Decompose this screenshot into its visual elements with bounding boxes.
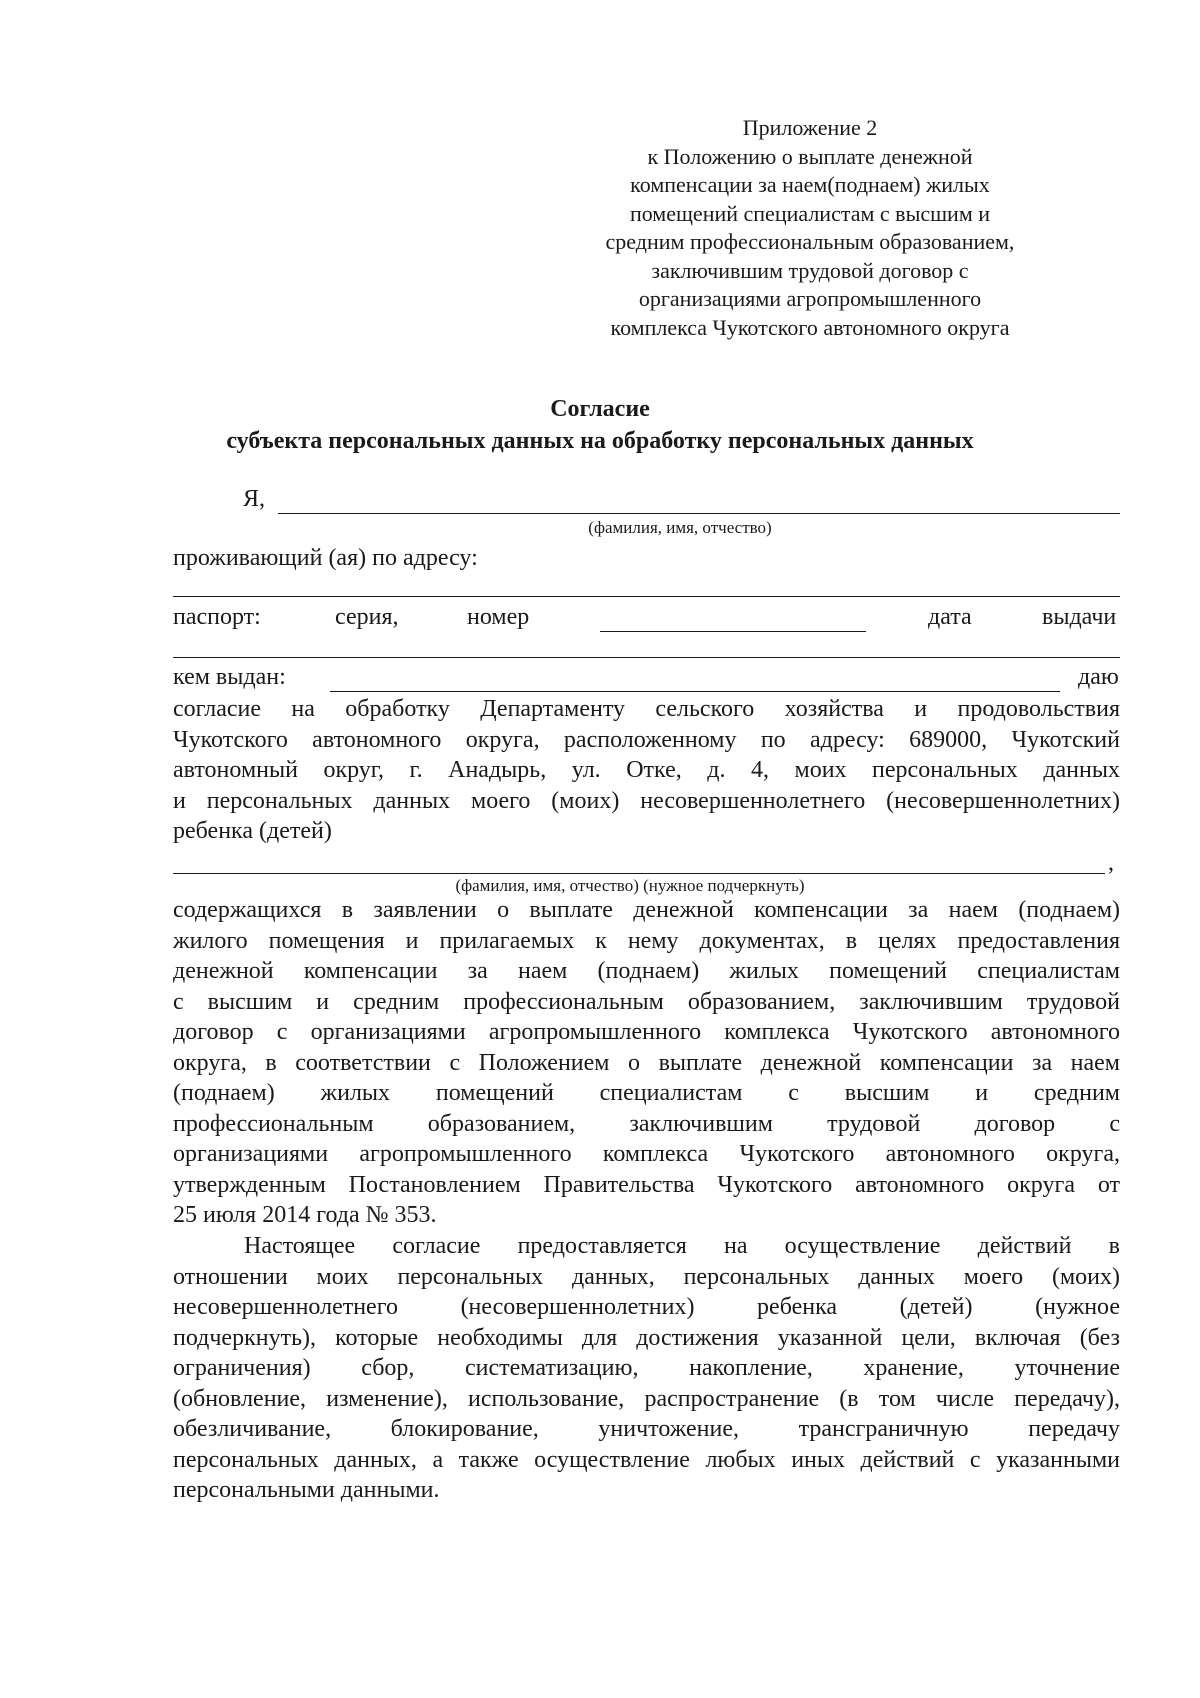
text-line: отношении моих персональных данных, персональных данных моего (моих) [173,1263,1120,1290]
appendix-line: к Положению о выплате денежной [647,143,973,169]
appendix-block [560,114,1060,342]
text-line: обезличивание, блокирование, уничтожение, трансграничную передачу [173,1416,1120,1442]
text-line: договор с организациями агропромышленного комплекса Чукотского автономного [173,1019,1120,1045]
consent-paragraph-3 [173,1231,1120,1506]
number-label: номер [467,604,530,630]
issued-by-label: кем выдан: [173,664,286,690]
text-line: с высшим и средним профессиональным образованием, заключившим трудовой [173,988,1120,1015]
issue-date-blank-line[interactable] [173,657,1120,658]
text-line: жилого помещения и прилагаемых к нему документах, в целях предоставления [173,927,1120,954]
fio-caption: (фамилия, имя, отчество) [588,518,772,537]
text-line: (поднаем) жилых помещений специалистам с высшим и средним [173,1080,1120,1106]
text-line: профессиональным образованием, заключившим трудовой договор с [173,1110,1120,1137]
text-line: содержащихся в заявлении о выплате денежной компенсации за наем (поднаем) [173,897,1120,923]
appendix-line: заключившим трудовой договор с [651,257,969,283]
consent-paragraph-1 [173,694,1120,847]
document-subtitle: субъекта персональных данных на обработку персональных данных [226,428,974,454]
text-line: персональными данными. [173,1477,440,1503]
consent-paragraph-2 [173,895,1120,1231]
appendix-line: организациями агропромышленного [638,286,982,311]
text-line: 25 июля 2014 года № 353. [173,1202,437,1228]
text-line: (обновление, изменение), использование, распространение (в том числе передачу), [173,1385,1120,1412]
issue-label: выдачи [1042,604,1117,630]
text-line: несовершеннолетнего (несовершеннолетних) ребенка (детей) (нужное [173,1294,1120,1320]
appendix-line: средним профессиональным образованием, [605,229,1015,254]
child-fio-blank-line[interactable] [173,873,1105,874]
text-line: Настоящее согласие предоставляется на осуществление действий в [244,1233,1120,1259]
fio-blank-line[interactable] [278,513,1120,514]
comma-mark: , [1108,850,1114,876]
issued-by-blank-line[interactable] [330,691,1060,692]
ya-label: Я, [243,486,266,512]
text-line: подчеркнуть), которые необходимы для достижения указанной цели, включая (без [173,1324,1120,1351]
text-line: организациями агропромышленного комплекса Чукотского автономного округа, [173,1141,1120,1167]
text-line: согласие на обработку Департаменту сельского хозяйства и продовольствия [173,696,1120,722]
text-line: округа, в соответствии с Положением о выплате денежной компенсации за наем [173,1049,1120,1076]
appendix-line: компенсации за наем(поднаем) жилых [630,172,990,197]
text-line: Чукотского автономного округа, расположенному по адресу: 689000, Чукотский [173,726,1120,753]
text-line: ребенка (детей) [173,818,332,844]
address-blank-line[interactable] [173,596,1120,597]
document-title: Согласие [550,396,650,422]
give-label: даю [1078,664,1119,690]
text-line: денежной компенсации за наем (поднаем) жилых помещений специалистам [173,958,1120,984]
passport-label: паспорт: [173,604,261,630]
passport-number-blank-line[interactable] [600,631,866,632]
date-label: дата [928,604,972,630]
child-fio-caption: (фамилия, имя, отчество) (нужное подчеркнуть) [455,876,805,895]
text-line: утвержденным Постановлением Правительства Чукотского автономного округа от [173,1171,1120,1198]
series-label: серия, [335,604,399,630]
appendix-line: Приложение 2 [742,115,878,140]
text-line: автономный округ, г. Анадырь, ул. Отке, д. 4, моих персональных данных [173,757,1120,783]
appendix-line: помещений специалистам с высшим и [629,200,991,226]
address-label: проживающий (ая) по адресу: [173,545,478,571]
text-line: ограничения) сбор, систематизацию, накопление, хранение, уточнение [173,1355,1120,1381]
text-line: персональных данных, а также осуществление любых иных действий с указанными [173,1446,1120,1473]
text-line: и персональных данных моего (моих) несовершеннолетнего (несовершеннолетних) [173,787,1120,814]
appendix-line: комплекса Чукотского автономного округа [610,314,1010,340]
